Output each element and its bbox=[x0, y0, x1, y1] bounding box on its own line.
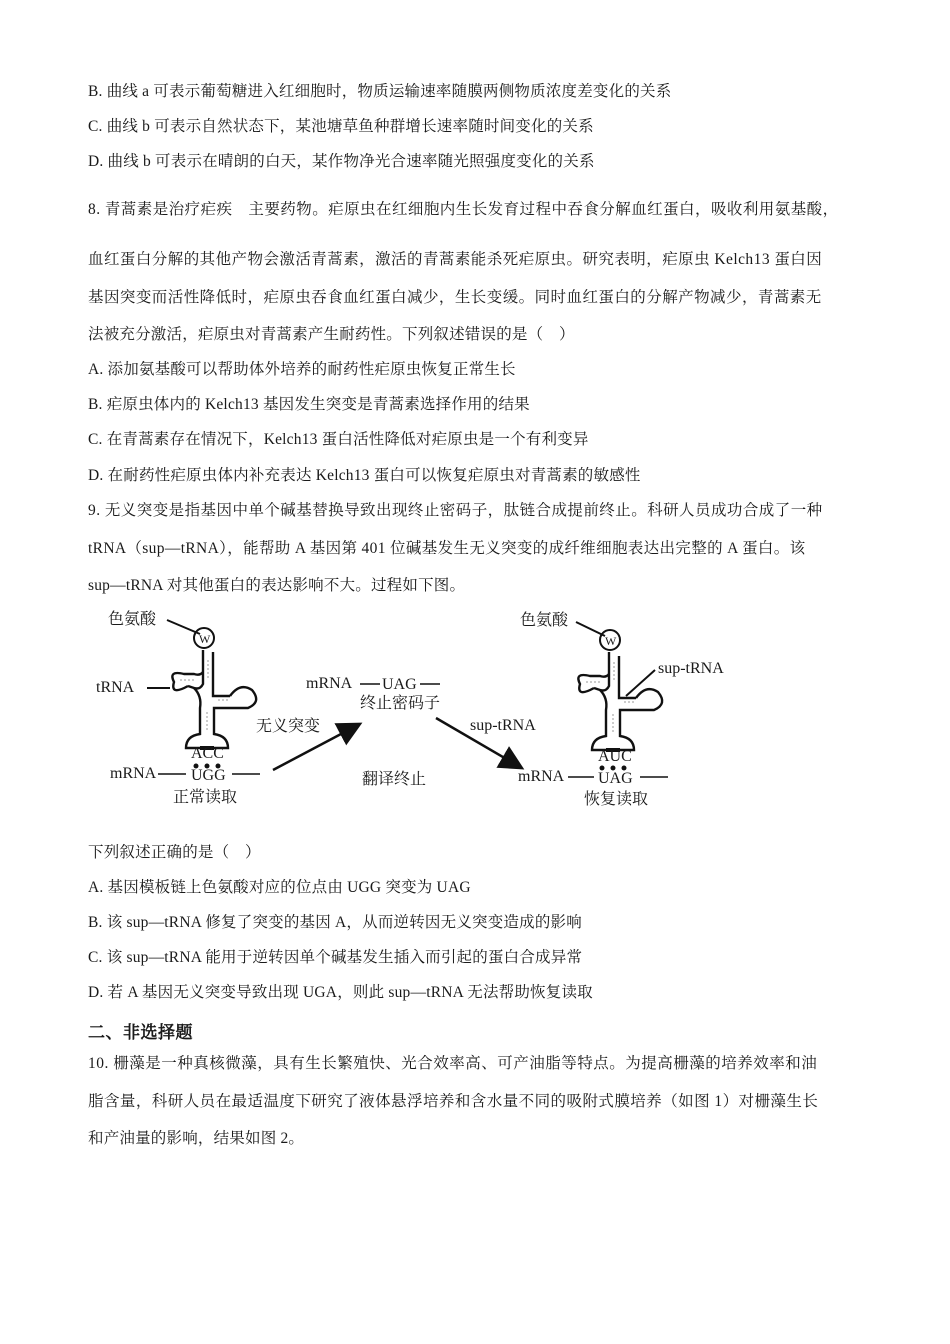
trna-label-left: tRNA bbox=[96, 679, 135, 696]
q8-stem-line-2: 血红蛋白分解的其他产物会激活青蒿素，激活的青蒿素能杀死疟原虫。研究表明，疟原虫 Kelch13 蛋白因 bbox=[88, 251, 823, 268]
sup-trna-label-right: sup-tRNA bbox=[658, 660, 724, 677]
stop-codon-caption: 终止密码子 bbox=[360, 693, 441, 712]
amino-acid-label-left: 色氨酸 bbox=[108, 609, 157, 628]
q9-stem-line-2: tRNA（sup—tRNA），能帮助 A 基因第 401 位碱基发生无义突变的成纤维细胞表达出完整的 A 蛋白。该 bbox=[88, 540, 806, 557]
q9-option-d: D. 若 A 基因无义突变导致出现 UGA，则此 sup—tRNA 无法帮助恢复读取 bbox=[88, 984, 593, 1001]
q8-option-b: B. 疟原虫体内的 Kelch13 基因发生突变是青蒿素选择作用的结果 bbox=[88, 396, 530, 413]
caption-restored-reading: 恢复读取 bbox=[584, 789, 649, 808]
q10-stem-line-1: 10. 栅藻是一种真核微藻，具有生长繁殖快、光合效率高、可产油脂等特点。为提高栅藻的培养效率和油 bbox=[88, 1055, 818, 1072]
q7-option-b: B. 曲线 a 可表示葡萄糖进入红细胞时，物质运输速率随膜两侧物质浓度差变化的关系 bbox=[88, 83, 672, 100]
q9-option-a: A. 基因模板链上色氨酸对应的位点由 UGG 突变为 UAG bbox=[88, 879, 471, 896]
q10-stem-line-3: 和产油量的影响，结果如图 2。 bbox=[88, 1130, 305, 1147]
q9-option-c: C. 该 sup—tRNA 能用于逆转因单个碱基发生插入而引起的蛋白合成异常 bbox=[88, 949, 583, 966]
amino-acid-label-right: 色氨酸 bbox=[520, 610, 569, 629]
q8-option-a: A. 添加氨基酸可以帮助体外培养的耐药性疟原虫恢复正常生长 bbox=[88, 361, 516, 378]
caption-translation-termination: 翻译终止 bbox=[362, 769, 427, 788]
section-heading-non-choice: 二、非选择题 bbox=[88, 1023, 193, 1043]
anticodon-right: AUC bbox=[598, 748, 632, 765]
q9-stem-line-3: sup—tRNA 对其他蛋白的表达影响不大。过程如下图。 bbox=[88, 577, 466, 594]
q8-option-d: D. 在耐药性疟原虫体内补充表达 Kelch13 蛋白可以恢复疟原虫对青蒿素的敏感性 bbox=[88, 467, 641, 484]
q10-stem-line-2: 脂含量，科研人员在最适温度下研究了液体悬浮培养和含水量不同的吸附式膜培养（如图 1）对栅藻生长 bbox=[88, 1093, 819, 1110]
codon-left: UGG bbox=[191, 767, 226, 784]
trna-right-icon bbox=[576, 622, 662, 750]
caption-normal-reading: 正常读取 bbox=[173, 787, 238, 806]
anticodon-left: ACC bbox=[191, 745, 224, 762]
codon-right: UAG bbox=[598, 770, 633, 787]
q8-stem-line-3: 基因突变而活性降低时，疟原虫吞食血红蛋白减少，生长变缓。同时血红蛋白的分解产物减少，青蒿素无 bbox=[88, 289, 822, 306]
trna-nonsense-mutation-diagram bbox=[90, 600, 790, 825]
q8-stem-line-4: 法被充分激活，疟原虫对青蒿素产生耐药性。下列叙述错误的是（ ） bbox=[88, 326, 575, 343]
q7-option-c: C. 曲线 b 可表示自然状态下，某池塘草鱼种群增长速率随时间变化的关系 bbox=[88, 118, 594, 135]
amino-symbol-left: W bbox=[199, 632, 211, 646]
mrna-label-middle: mRNA bbox=[306, 675, 353, 692]
amino-symbol-right: W bbox=[605, 634, 617, 648]
q9-option-b: B. 该 sup—tRNA 修复了突变的基因 A，从而逆转因无义突变造成的影响 bbox=[88, 914, 582, 931]
q8-stem-line-1: 8. 青蒿素是治疗疟疾 主要药物。疟原虫在红细胞内生长发育过程中吞食分解血红蛋白，吸收利用氨基酸， bbox=[88, 201, 839, 218]
mrna-label-left: mRNA bbox=[110, 765, 157, 782]
arrow-label-nonsense-mutation: 无义突变 bbox=[256, 716, 321, 735]
q9-stem-line-1: 9. 无义突变是指基因中单个碱基替换导致出现终止密码子，肽链合成提前终止。科研人员成功合成了一种 bbox=[88, 502, 823, 519]
trna-left-icon bbox=[167, 620, 256, 748]
q9-question: 下列叙述正确的是（ ） bbox=[88, 844, 261, 861]
mrna-label-right: mRNA bbox=[518, 768, 565, 785]
codon-middle: UAG bbox=[382, 676, 417, 693]
arrow-label-sup-trna: sup-tRNA bbox=[470, 717, 536, 734]
q7-option-d: D. 曲线 b 可表示在晴朗的白天，某作物净光合速率随光照强度变化的关系 bbox=[88, 153, 595, 170]
q8-option-c: C. 在青蒿素存在情况下，Kelch13 蛋白活性降低对疟原虫是一个有利变异 bbox=[88, 431, 589, 448]
